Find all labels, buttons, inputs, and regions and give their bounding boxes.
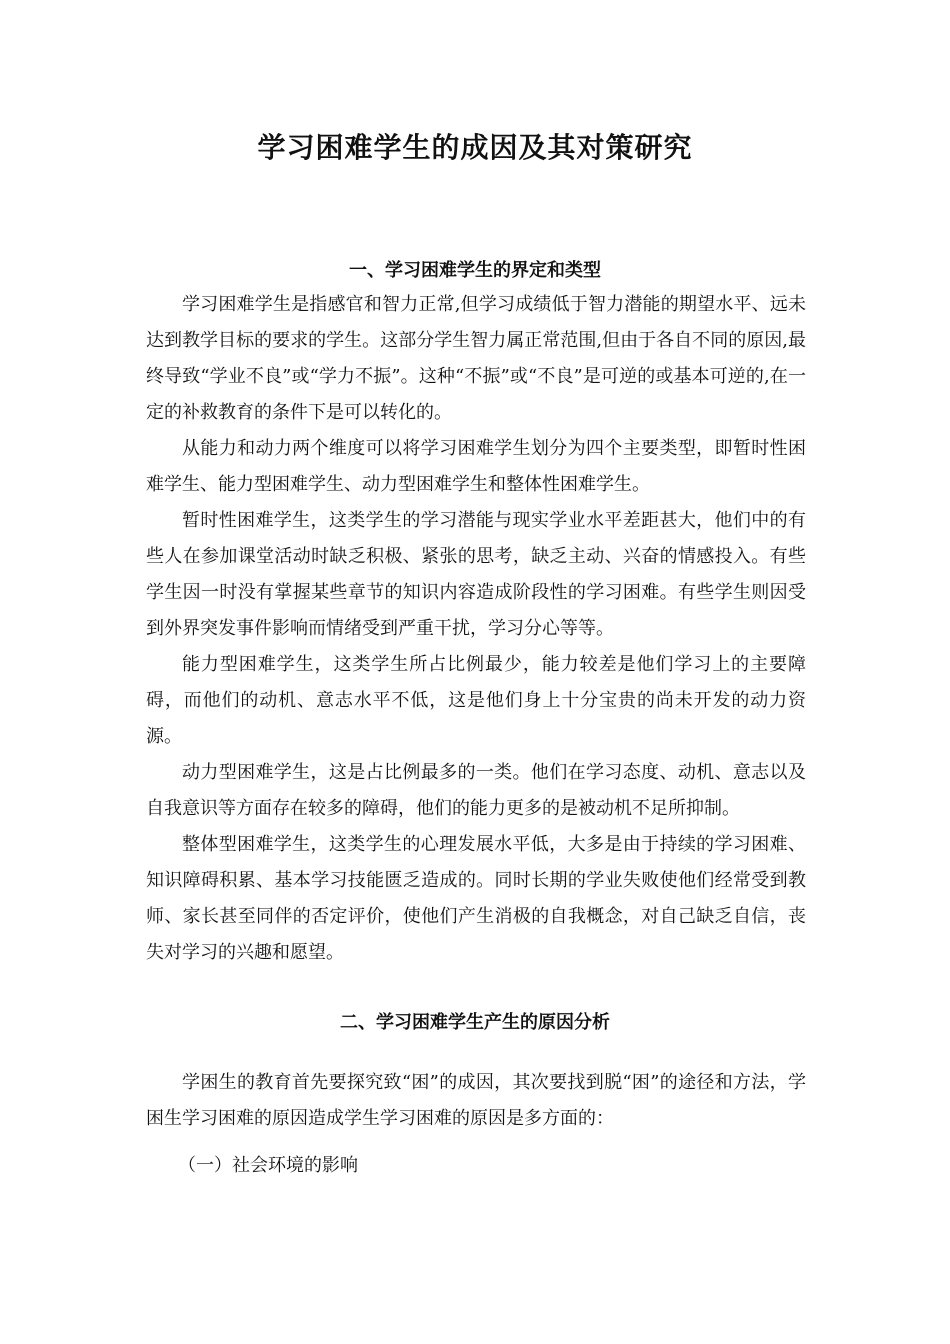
document-title: 学习困难学生的成因及其对策研究 [257,131,693,164]
paragraph-motivation-type: 动力型困难学生，这是占比例最多的一类。他们在学习态度、动机、意志以及自我意识等方面存在较多的障碍，他们的能力更多的是被动机不足所抑制。 [146,762,806,819]
section-heading-definition-and-types: 一、学习困难学生的界定和类型 [349,260,601,281]
section-body-definition-and-types [146,287,806,971]
section-body-cause-analysis [146,1065,806,1137]
subheading-social-environment: （一）社会环境的影响 [178,1155,358,1176]
paragraph-temporary-type: 暂时性困难学生，这类学生的学习潜能与现实学业水平差距甚大，他们中的有些人在参加课堂活动时缺乏积极、紧张的思考，缺乏主动、兴奋的情感投入。有些学生因一时没有掌握某些章节的知识内容造成阶段性的学习困难。有些学生则因受到外界突发事件影响而情绪受到严重干扰，学习分心等等。 [146,510,806,639]
paragraph-overall-type: 整体型困难学生，这类学生的心理发展水平低，大多是由于持续的学习困难、知识障碍积累、基本学习技能匮乏造成的。同时长期的学业失败使他们经常受到教师、家长甚至同伴的否定评价，使他们产生消极的自我概念，对自己缺乏自信，丧失对学习的兴趣和愿望。 [146,834,806,963]
section-heading-cause-analysis: 二、学习困难学生产生的原因分析 [340,1012,610,1033]
paragraph-ability-type: 能力型困难学生，这类学生所占比例最少，能力较差是他们学习上的主要障碍，而他们的动机、意志水平不低，这是他们身上十分宝贵的尚未开发的动力资源。 [146,654,806,747]
paragraph-cause-intro: 学困生的教育首先要探究致“困”的成因，其次要找到脱“困”的途径和方法，学困生学习困难的原因造成学生学习困难的原因是多方面的： [146,1072,806,1129]
paragraph-definition: 学习困难学生是指感官和智力正常,但学习成绩低于智力潜能的期望水平、远未达到教学目标的要求的学生。这部分学生智力属正常范围,但由于各自不同的原因,最终导致“学业不良”或“学力不振”。这种“不振”或“不良”是可逆的或基本可逆的,在一定的补救教育的条件下是可以转化的。 [146,294,806,423]
paragraph-four-types: 从能力和动力两个维度可以将学习困难学生划分为四个主要类型，即暂时性困难学生、能力型困难学生、动力型困难学生和整体性困难学生。 [146,438,806,495]
